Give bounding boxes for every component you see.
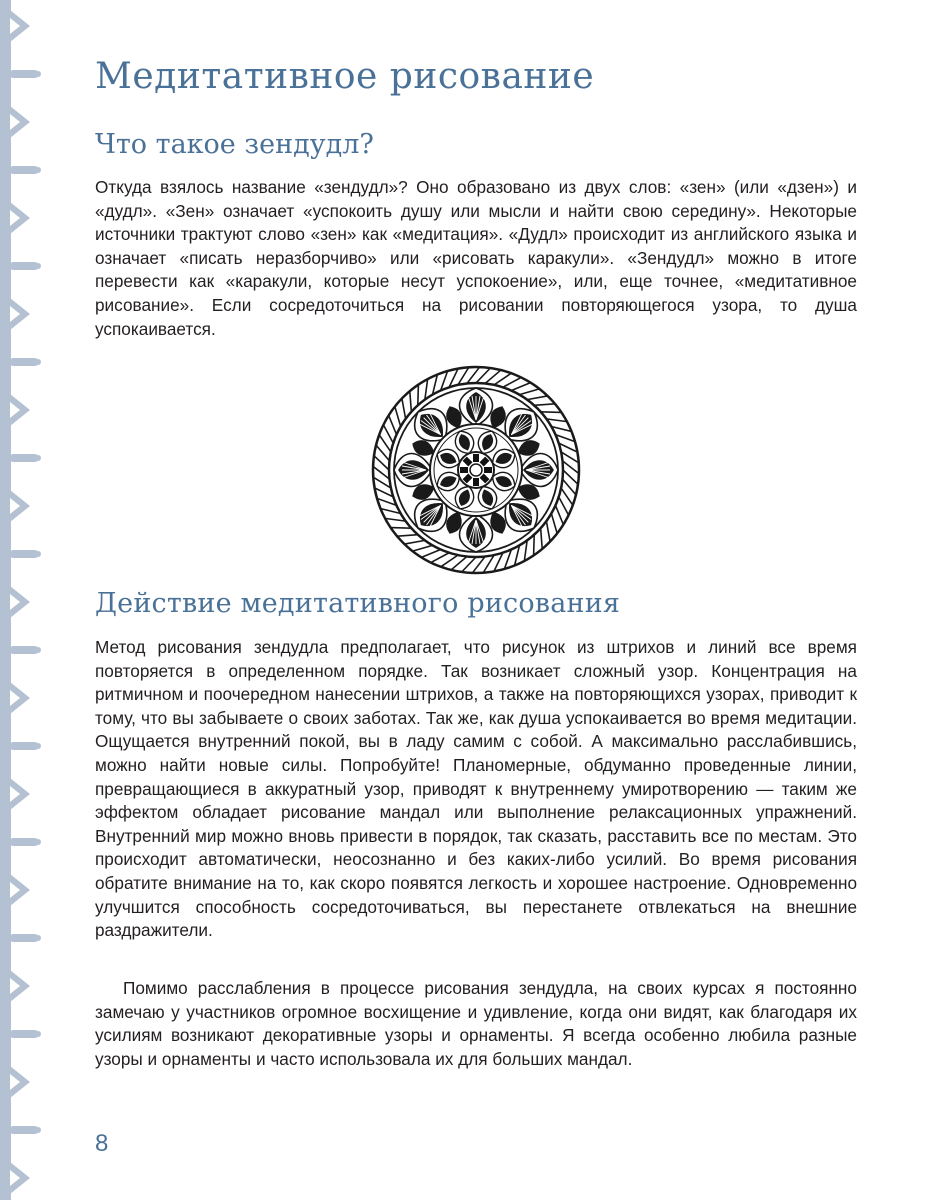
- rope-stroke: [395, 407, 401, 427]
- section1-paragraph: Откуда взялось название «зендудл»? Оно образовано из двух слов: «зен» (или «дзен») и «дудл». «Зен» означает «успокоить душу или мысли и найти свою середину». Некоторые источники трактуют слово «зен» как «медитация». «Дудл» происходит из английского языка и означает «писать неразборчиво» или «рисовать каракули». «Зендудл» можно в итоге перевести как «каракули, которые несут успокоение», или, еще точнее, «медитативное рисование». Если сосредоточиться на рисовании повторяющегося узора, то душа успокаивается.: [95, 177, 857, 339]
- rope-stroke: [555, 505, 563, 524]
- border-bar: [0, 0, 11, 1200]
- border-tab: [10, 1030, 38, 1038]
- rope-stroke: [527, 396, 547, 400]
- rope-stroke: [520, 389, 540, 395]
- border-tab: [10, 838, 38, 846]
- rope-stroke: [551, 514, 557, 534]
- border-dot: [35, 263, 41, 269]
- border-dot: [35, 1031, 41, 1037]
- center-block: [473, 454, 479, 462]
- border-tab: [10, 646, 38, 654]
- border-dot: [35, 455, 41, 461]
- border-tab: [10, 550, 38, 558]
- center-block: [473, 478, 479, 486]
- section-heading-meditative-effect: Действие медитативного рисования: [95, 588, 621, 619]
- rope-stroke: [546, 521, 550, 541]
- rope-stroke: [379, 435, 391, 452]
- border-dot: [35, 551, 41, 557]
- border-dot: [35, 743, 41, 749]
- rope-stroke: [494, 373, 511, 385]
- rope-stroke: [404, 540, 424, 544]
- border-tab: [10, 742, 38, 750]
- border-tab: [10, 166, 38, 174]
- center-block: [484, 467, 492, 473]
- border-dot: [35, 167, 41, 173]
- mandala-illustration: [368, 362, 584, 578]
- border-dot: [35, 359, 41, 365]
- border-dot: [35, 839, 41, 845]
- border-tab: [10, 934, 38, 942]
- border-tab: [10, 70, 38, 78]
- rope-stroke: [410, 391, 412, 412]
- rope-stroke: [391, 528, 412, 529]
- center-block: [460, 467, 468, 473]
- rope-stroke: [541, 528, 543, 549]
- border-tab: [10, 358, 38, 366]
- section2-paragraph-1: Метод рисования зендудла предполагает, что рисунок из штрихов и линий все время повторяется в определенном порядке. Так возникает сложный узор. Концентрация на ритмичном и поочередном нанесении штрихов, а также на повторяющихся узорах, приводит к тому, что вы забываете о своих заботах. Так же, как душа успокаивается во время медитации. Ощущается внутренний покой, вы в ладу самим с собой. А максимально расслабившись, можно найти новые силы. Попробуйте! Планомерные, обдуманно проведенные линии, превращающиеся в аккуратный узор, приводят к внутреннему умиротворению — таким же эффектом обладает рисование мандал или выполнение релаксационных упражнений. Внутренний мир можно вновь привести в порядок, так сказать, расставить все по местам. Это происходит автоматически, неосознанно и без каких-либо усилий. Во время рисования обратите внимание на то, как скоро появятся легкость и хорошее настроение. Одновременно улучшится способность сосредоточиваться, вы перестанете отвлекаться на внешние раздражители.: [95, 637, 857, 941]
- mandala-petal: [520, 454, 558, 487]
- page-number: 8: [95, 1130, 109, 1157]
- border-dot: [35, 71, 41, 77]
- rope-stroke: [383, 425, 393, 443]
- rope-stroke: [431, 553, 449, 563]
- mandala-petal: [460, 514, 493, 552]
- rope-stroke: [413, 545, 433, 551]
- rope-stroke: [503, 377, 521, 387]
- decorative-border: [0, 0, 46, 1200]
- mandala-petal: [460, 388, 493, 426]
- rope-stroke: [421, 549, 440, 557]
- rope-stroke: [402, 398, 406, 418]
- section-heading-what-is-zendoodle: Что такое зендудл?: [95, 129, 374, 160]
- rope-stroke: [534, 404, 555, 406]
- border-dot: [35, 935, 41, 941]
- rope-stroke: [561, 488, 573, 505]
- page-title: Медитативное рисование: [95, 56, 595, 97]
- border-tab: [10, 1126, 38, 1134]
- border-dot: [35, 647, 41, 653]
- border-tab: [10, 454, 38, 462]
- border-tab: [10, 262, 38, 270]
- rope-stroke: [559, 497, 569, 515]
- rope-stroke: [534, 535, 535, 556]
- mandala-petal: [394, 454, 432, 487]
- section2-paragraph-2: Помимо расслабления в процессе рисования зендудла, на своих курсах я постоянно замечаю у участников огромное восхищение и удивление, когда они видят, как благодаря их усилиям возникают декоративные узоры и орнаменты. Я всегда особенно любила разные узоры и орнаменты и часто использовала их для больших мандал.: [95, 978, 857, 1069]
- rope-stroke: [441, 555, 458, 567]
- rope-stroke: [389, 415, 397, 434]
- rope-stroke: [541, 412, 562, 413]
- rope-stroke: [397, 535, 418, 537]
- rope-stroke: [511, 383, 530, 391]
- rope-stroke: [418, 385, 419, 406]
- border-dot: [35, 1127, 41, 1133]
